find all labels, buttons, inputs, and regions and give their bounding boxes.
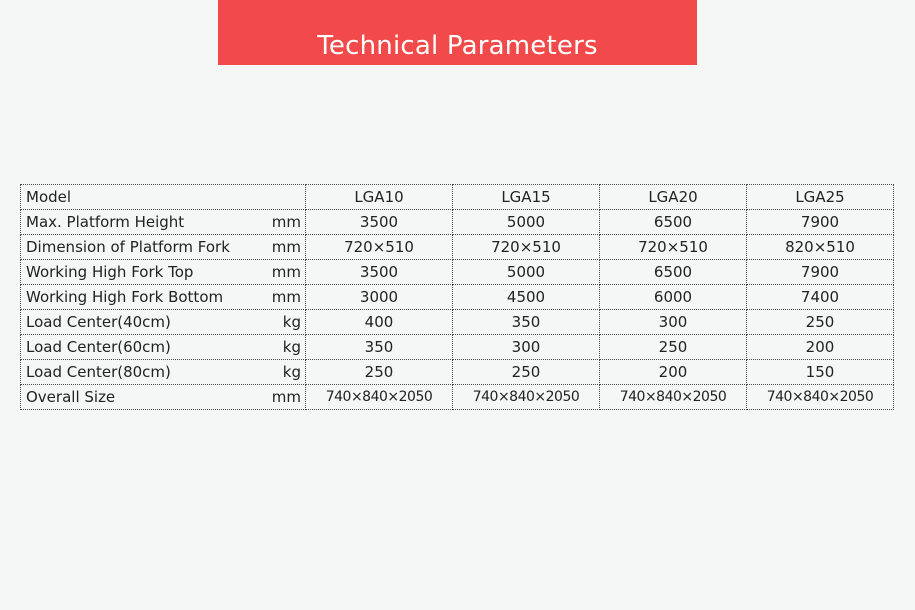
value-cell: 250 bbox=[747, 310, 894, 335]
table-row bbox=[21, 310, 894, 335]
technical-parameters-table bbox=[20, 184, 894, 410]
row-unit: mm bbox=[271, 263, 301, 281]
row-unit: kg bbox=[282, 363, 301, 381]
value-cell: 200 bbox=[747, 335, 894, 360]
value-cell: 720×510 bbox=[306, 235, 453, 260]
model-header-cell: LGA15 bbox=[453, 185, 600, 210]
value-cell: 7900 bbox=[747, 210, 894, 235]
model-header-cell: LGA20 bbox=[600, 185, 747, 210]
table-row bbox=[21, 360, 894, 385]
value-cell: 5000 bbox=[453, 260, 600, 285]
page-title: Technical Parameters bbox=[317, 31, 598, 61]
value-cell: 740×840×2050 bbox=[747, 385, 894, 410]
row-unit: kg bbox=[282, 338, 301, 356]
row-unit: mm bbox=[271, 288, 301, 306]
row-label: Dimension of Platform Fork bbox=[26, 238, 230, 256]
table-row bbox=[21, 285, 894, 310]
table-row bbox=[21, 335, 894, 360]
value-cell: 6500 bbox=[600, 260, 747, 285]
row-unit: mm bbox=[271, 388, 301, 406]
value-cell: 740×840×2050 bbox=[306, 385, 453, 410]
row-label-cell bbox=[21, 235, 306, 260]
value-cell: 820×510 bbox=[747, 235, 894, 260]
model-header-cell: LGA10 bbox=[306, 185, 453, 210]
value-cell: 3500 bbox=[306, 210, 453, 235]
header-label-cell bbox=[21, 185, 306, 210]
row-label: Load Center(40cm) bbox=[26, 313, 171, 331]
table-row bbox=[21, 210, 894, 235]
value-cell: 250 bbox=[306, 360, 453, 385]
row-unit: kg bbox=[282, 313, 301, 331]
row-unit: mm bbox=[271, 238, 301, 256]
value-cell: 300 bbox=[600, 310, 747, 335]
row-label-cell bbox=[21, 285, 306, 310]
row-label: Load Center(80cm) bbox=[26, 363, 171, 381]
value-cell: 400 bbox=[306, 310, 453, 335]
row-label-cell bbox=[21, 310, 306, 335]
value-cell: 740×840×2050 bbox=[600, 385, 747, 410]
value-cell: 3500 bbox=[306, 260, 453, 285]
value-cell: 350 bbox=[306, 335, 453, 360]
value-cell: 250 bbox=[600, 335, 747, 360]
row-label-cell bbox=[21, 360, 306, 385]
table-row bbox=[21, 385, 894, 410]
row-label: Load Center(60cm) bbox=[26, 338, 171, 356]
row-label-cell bbox=[21, 335, 306, 360]
value-cell: 300 bbox=[453, 335, 600, 360]
table-header-row bbox=[21, 185, 894, 210]
table-row bbox=[21, 260, 894, 285]
value-cell: 720×510 bbox=[453, 235, 600, 260]
row-label-cell bbox=[21, 210, 306, 235]
table-row bbox=[21, 235, 894, 260]
value-cell: 4500 bbox=[453, 285, 600, 310]
value-cell: 720×510 bbox=[600, 235, 747, 260]
value-cell: 350 bbox=[453, 310, 600, 335]
row-label-cell bbox=[21, 385, 306, 410]
row-label: Working High Fork Top bbox=[26, 263, 194, 281]
value-cell: 5000 bbox=[453, 210, 600, 235]
value-cell: 7400 bbox=[747, 285, 894, 310]
model-header-cell: LGA25 bbox=[747, 185, 894, 210]
header-label: Model bbox=[26, 188, 72, 206]
value-cell: 740×840×2050 bbox=[453, 385, 600, 410]
value-cell: 200 bbox=[600, 360, 747, 385]
value-cell: 250 bbox=[453, 360, 600, 385]
value-cell: 3000 bbox=[306, 285, 453, 310]
value-cell: 7900 bbox=[747, 260, 894, 285]
row-label-cell bbox=[21, 260, 306, 285]
title-banner bbox=[218, 0, 697, 65]
value-cell: 150 bbox=[747, 360, 894, 385]
row-label: Working High Fork Bottom bbox=[26, 288, 224, 306]
row-unit: mm bbox=[271, 213, 301, 231]
row-label: Overall Size bbox=[26, 388, 116, 406]
value-cell: 6500 bbox=[600, 210, 747, 235]
value-cell: 6000 bbox=[600, 285, 747, 310]
row-label: Max. Platform Height bbox=[26, 213, 185, 231]
